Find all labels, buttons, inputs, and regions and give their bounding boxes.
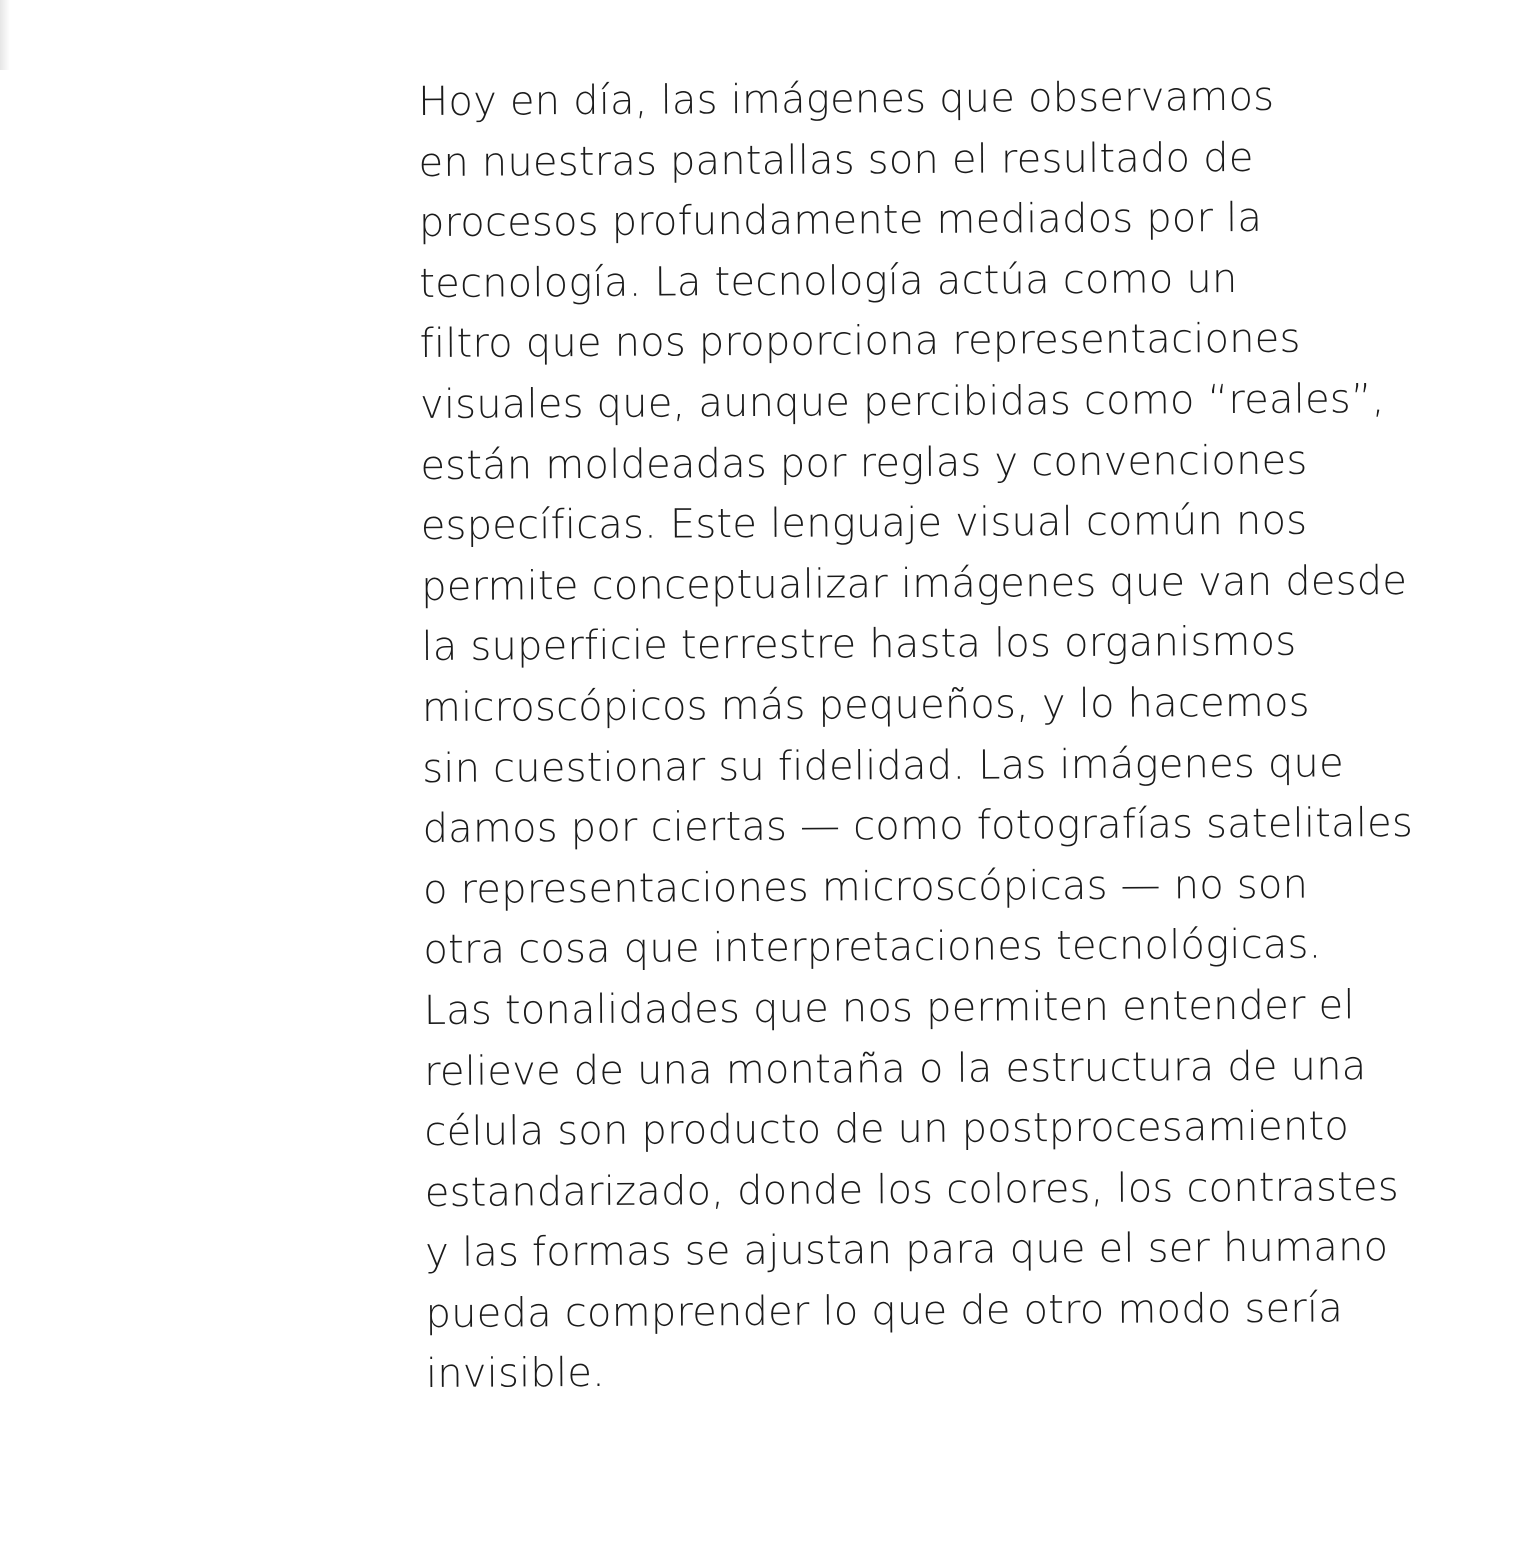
paragraph-line: pueda comprender lo que de otro modo sería [425,1285,1344,1337]
paragraph-line: en nuestras pantallas son el resultado de [418,134,1254,186]
paragraph-line: están moldeadas por reglas y convenciones [420,437,1308,489]
paragraph-line: tecnología. La tecnología actúa como un [419,255,1238,307]
paragraph-line: Hoy en día, las imágenes que observamos [418,73,1275,125]
paragraph-line: estandarizado, donde los colores, los contrastes [424,1163,1399,1216]
paragraph-line: Las tonalidades que nos permiten entender el [423,982,1355,1034]
paragraph-line: filtro que nos proporciona representaciones [419,315,1301,368]
body-paragraph [418,66,1486,1406]
scan-edge-shadow [0,0,10,70]
paragraph-line: microscópicos más pequeños, y lo hacemos [421,679,1310,731]
paragraph-line: permite conceptualizar imágenes que van desde [421,557,1408,610]
paragraph-line: procesos profundamente mediados por la [418,195,1263,247]
paragraph-line: o representaciones microscópicas — no son [422,861,1309,913]
paragraph-line: damos por ciertas — como fotografías satelitales [422,800,1414,853]
paragraph-line: la superficie terrestre hasta los organismos [421,618,1297,671]
paragraph-line: y las formas se ajustan para que el ser humano [425,1224,1389,1277]
paragraph-line: visuales que, aunque percibidas como “reales”, [419,376,1385,428]
paragraph-line: específicas. Este lenguaje visual común nos [420,497,1308,550]
paragraph-line: invisible. [425,1350,606,1398]
paragraph-line: célula son producto de un postprocesamiento [424,1103,1350,1156]
paragraph-line: relieve de una montaña o la estructura de una [423,1042,1367,1095]
paragraph-line: sin cuestionar su fidelidad. Las imágenes que [422,739,1344,792]
paragraph-line: otra cosa que interpretaciones tecnológicas. [423,921,1322,974]
